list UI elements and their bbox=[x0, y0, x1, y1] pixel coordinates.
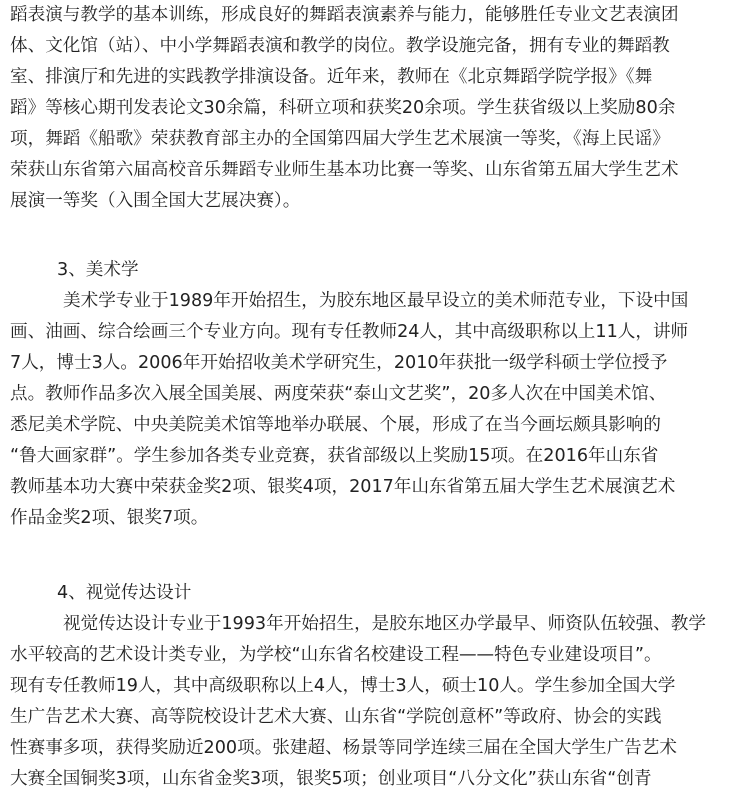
text-line: 室、排演厅和先进的实践教学排演设备。近年来，教师在《北京舞蹈学院学报》《舞 bbox=[10, 67, 653, 87]
text-line: 水平较高的艺术设计类专业，为学校“山东省名校建设工程——特色专业建设项目”。 bbox=[10, 645, 662, 665]
text-line: 美术学专业于1989年开始招生，为胶东地区最早设立的美术师范专业，下设中国 bbox=[63, 291, 689, 311]
text-line: 大赛全国铜奖3项，山东省金奖3项，银奖5项；创业项目“八分文化”获山东省“创青 bbox=[10, 769, 652, 789]
text-line: 蹈表演与教学的基本训练，形成良好的舞蹈表演素养与能力，能够胜任专业文艺表演团 bbox=[10, 5, 679, 25]
text-line: 视觉传达设计专业于1993年开始招生，是胶东地区办学最早、师资队伍较强、教学 bbox=[63, 614, 706, 634]
text-line: 荣获山东省第六届高校音乐舞蹈专业师生基本功比赛一等奖、山东省第五届大学生艺术 bbox=[10, 160, 679, 180]
text-line: 展演一等奖（入围全国大艺展决赛）。 bbox=[10, 191, 301, 211]
text-line: 画、油画、综合绘画三个专业方向。现有专任教师24人，其中高级职称以上11人，讲师 bbox=[10, 322, 689, 342]
text-line: 点。教师作品多次入展全国美展、两度荣获“泰山文艺奖”，20多人次在中国美术馆、 bbox=[10, 384, 667, 404]
text-line: 现有专任教师19人，其中高级职称以上4人，博士3人，硕士10人。学生参加全国大学 bbox=[10, 676, 676, 696]
text-line: 项，舞蹈《船歌》荣获教育部主办的全国第四届大学生艺术展演一等奖，《海上民谣》 bbox=[10, 129, 670, 149]
text-line: 生广告艺术大赛、高等院校设计艺术大赛、山东省“学院创意杯”等政府、协会的实践 bbox=[10, 707, 662, 727]
paragraph-visual-communication bbox=[0, 609, 741, 795]
text-line: 作品金奖2项、银奖7项。 bbox=[10, 508, 209, 528]
text-line: “鲁大画家群”。学生参加各类专业竞赛，获省部级以上奖励15项。在2016年山东省 bbox=[10, 446, 659, 466]
section-heading-fine-arts: 3、美术学 bbox=[57, 260, 139, 280]
section-heading-visual-communication: 4、视觉传达设计 bbox=[57, 583, 192, 603]
text-line: 蹈》等核心期刊发表论文30余篇，科研立项和获奖20余项。学生获省级以上奖励80余 bbox=[10, 98, 676, 118]
text-line: 悉尼美术学院、中央美院美术馆等地举办联展、个展，形成了在当今画坛颇具影响的 bbox=[10, 415, 661, 435]
paragraph-dance-continued bbox=[0, 0, 741, 217]
paragraph-fine-arts bbox=[0, 286, 741, 534]
text-line: 性赛事多项，获得奖励近200项。张建超、杨景等同学连续三届在全国大学生广告艺术 bbox=[10, 738, 677, 758]
text-line: 教师基本功大赛中荣获金奖2项、银奖4项，2017年山东省第五届大学生艺术展演艺术 bbox=[10, 477, 676, 497]
text-line: 体、文化馆（站）、中小学舞蹈表演和教学的岗位。教学设施完备，拥有专业的舞蹈教 bbox=[10, 36, 670, 56]
text-line: 7人，博士3人。2006年开始招收美术学研究生，2010年获批一级学科硕士学位授予 bbox=[10, 353, 668, 373]
